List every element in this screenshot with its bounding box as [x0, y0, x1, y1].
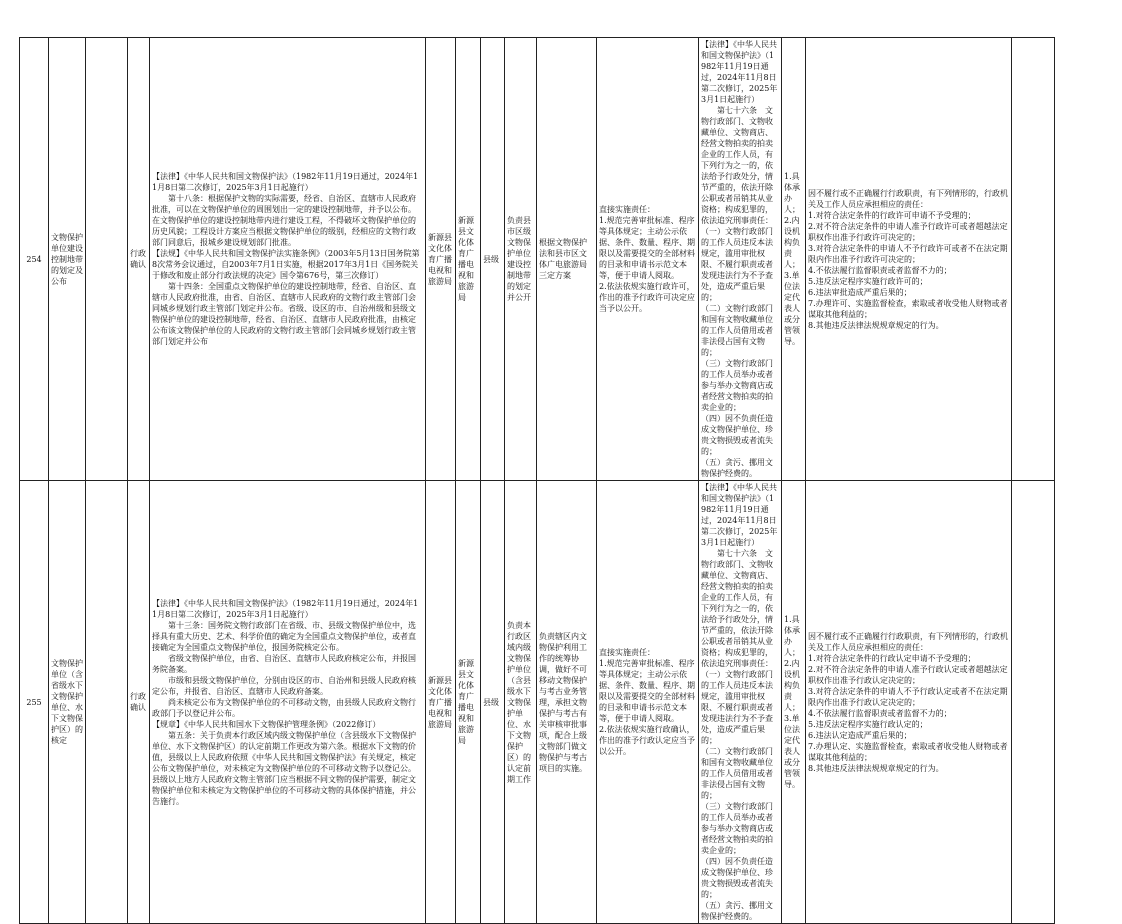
liability-line: 2.对不符合法定条件的申请人准予行政许可或者超越法定职权作出准予行政许可决定的； — [808, 221, 1008, 242]
liability-line: 因不履行或不正确履行行政职责，有下列情形的，行政机关及工作人员应承担相应的责任： — [808, 631, 1008, 652]
item-type: 行政确认 — [128, 481, 150, 924]
responsibility-line: 直接实施责任： — [599, 205, 655, 214]
exercise-level: 县级 — [481, 481, 505, 924]
liability-line: 5.违反法定程序实施行政认定的； — [808, 719, 928, 729]
legal-line: （三）文物行政部门的工作人员举办或者参与举办文物商店或者经营文物拍卖的拍卖企业的； — [701, 359, 773, 412]
row-number: 254 — [20, 38, 49, 481]
legal-line: 【法律】《中华人民共和国文物保护法》（1982年11月19日通过，2024年11月8日第二次修订，2025年3月1日起施行） — [701, 40, 778, 104]
responsible-office: 新源县文化体育广播电视和旅游局 — [456, 481, 481, 924]
liability-line: 1.对符合法定条件的行政认定申请不予受理的； — [808, 653, 976, 663]
item-name: 文物保护单位建设控制地带的划定及公布 — [49, 38, 86, 481]
accountability-basis — [699, 481, 782, 924]
basis-paragraph: 【法律】《中华人民共和国文物保护法》（1982年11月19日通过，2024年11月8日第二次修订，2025年3月1日起施行） — [152, 172, 419, 192]
legal-line: 第七十六条 文物行政部门、文物收藏单位、文物商店、经营文物拍卖的拍卖企业的工作人员，有下列行为之一的，依法给予行政处分，情节严重的，依法开除公职或者吊销其从业资格；构成犯罪的，依法追究刑事责任： — [701, 106, 773, 225]
legal-line: （四）因不负责任造成文物保护单位、珍贵文物损毁或者流失的； — [701, 414, 773, 456]
responsibility-items — [597, 481, 699, 924]
liability-line: 4.不依法履行监督职责或者监督不力的； — [808, 265, 952, 275]
liability-list — [806, 481, 1012, 924]
liability-line: 5.违反法定程序实施行政许可的； — [808, 276, 928, 286]
item-code — [86, 481, 128, 924]
implementing-department: 新源县文化体育广播电视和旅游局 — [426, 481, 456, 924]
liability-line: 3.对符合法定条件的申请人不予行政许可或者不在法定期限内作出准予行政许可决定的； — [808, 243, 1008, 264]
responsibility-subject: 负责本行政区域内级文物保护单位（含县级水下文物保护单位、水下文物保护区）的认定前期工作 — [505, 481, 537, 924]
liability-line: 6.违法认定造成严重后果的； — [808, 730, 912, 740]
basis-paragraph: 【法律】《中华人民共和国文物保护法》（1982年11月19日通过，2024年11月8日第二次修订，2025年3月1日起施行） — [152, 598, 419, 619]
basis-paragraph: 【法规】《中华人民共和国文物保护法实施条例》（2003年5月13日国务院第8次常务会议通过，自2003年7月1日实施，根据2017年3月1日《国务院关于修改和废止部分行政法规的决定》国令第676号，第三次修订） — [152, 249, 420, 280]
responsible-office: 新源县文化体育广播电视和旅游局 — [456, 38, 481, 481]
basis-paragraph: 第十八条：根据保护文物的实际需要，经省、自治区、直辖市人民政府批准，可以在文物保护单位的周围划出一定的建设控制地带，并予以公布。 — [152, 194, 416, 214]
legal-line: （二）文物行政部门和国有文物收藏单位的工作人员借用或者非法侵占国有文物的； — [701, 304, 773, 357]
table-row — [20, 38, 1055, 481]
legal-line: （一）文物行政部门的工作人员违反本法规定，滥用审批权限、不履行职责或者发现违法行为不予查处，造成严重后果的； — [701, 670, 773, 745]
responsibility-line: 2.依法依规实施行政确认，作出的准予行政认定应当予以公开。 — [599, 725, 695, 756]
liability-line: 1.对符合法定条件的行政许可申请不予受理的； — [808, 210, 976, 220]
liability-line: 2.对不符合法定条件的申请人准予行政认定或者超越法定职权作出准予行政认定决定的； — [808, 664, 1008, 685]
basis-paragraph: 尚未核定公布为文物保护单位的不可移动文物，由县级人民政府文物行政部门予以登记并公布。 — [152, 697, 416, 718]
row-number: 255 — [20, 481, 49, 924]
basis-paragraph: 第五条：关于负责本行政区域内级文物保护单位（含县级水下文物保护单位、水下文物保护区）的认定前期工作更改为第六条。根据水下文物的价值，县级以上人民政府依照《中华人民共和国文物保护法》有关规定，核定公布文物保护单位，对未核定为文物保护单位的不可移动文物予以登记公。县级以上地方人民政府文物主管部门应当根据不同文物的保护需要，制定文物保护单位和未核定为文物保护单位的不可移动文物的具体保护措施，并公告施行。 — [152, 730, 416, 806]
basis-paragraph: 市级和县级文物保护单位，分别由设区的市、自治州和县级人民政府核定公布，并报省、自治区、直辖市人民政府备案。 — [152, 675, 416, 696]
liability-line: 4.不依法履行监督职责或者监督不力的； — [808, 708, 952, 718]
responsibility-line: 直接实施责任： — [599, 648, 655, 657]
responsibility-line: 2.依法依规实施行政许可，作出的准予行政许可决定应当予以公开。 — [599, 282, 695, 313]
exercise-level: 县级 — [481, 38, 505, 481]
catalog-table — [19, 37, 1055, 924]
responsibility-subject: 负责县市区级文物保护单位建设控制地带的划定并公开 — [505, 38, 537, 481]
remark-cell — [1012, 38, 1055, 481]
accountability-basis — [699, 38, 782, 481]
legal-line: 【法律】《中华人民共和国文物保护法》（1982年11月19日通过，2024年11月8日第二次修订，2025年3月1日起施行） — [701, 483, 778, 547]
basis-paragraph: 第十三条：国务院文物行政部门在省级、市、县级文物保护单位中，选择具有重大历史、艺术、科学价值的确定为全国重点文物保护单位，或者直接确定为全国重点文物保护单位，报国务院核定公布。 — [152, 620, 416, 652]
liability-line: 3.对符合法定条件的申请人不予行政认定或者不在法定期限内作出准予行政认定决定的； — [808, 686, 1008, 707]
legal-basis — [150, 481, 426, 924]
legal-line: （四）因不负责任造成文物保护单位、珍贵文物损毁或者流失的； — [701, 857, 773, 899]
legal-line: （一）文物行政部门的工作人员违反本法规定，滥用审批权限、不履行职责或者发现违法行为不予查处，造成严重后果的； — [701, 227, 773, 302]
remark-cell — [1012, 481, 1055, 924]
legal-line: 第七十六条 文物行政部门、文物收藏单位、文物商店、经营文物拍卖的拍卖企业的工作人员，有下列行为之一的，依法给予行政处分，情节严重的，依法开除公职或者吊销其从业资格；构成犯罪的，依法追究刑事责任： — [701, 549, 773, 668]
duty-holders: 1.具体承办人；2.内设机构负责人；3.单位法定代表人或分管领导。 — [782, 38, 806, 481]
basis-note: 根据文物保护法和县市区文体广电旅游局三定方案 — [537, 38, 597, 481]
duty-holders: 1.具体承办人；2.内设机构负责人；3.单位法定代表人或分管领导。 — [782, 481, 806, 924]
liability-line: 8.其他违反法律法规规章规定的行为。 — [808, 763, 944, 773]
basis-note: 负责辖区内文物保护利用工作的统筹协调，做好不可移动文物保护与考古业务管理，承担文物保护与考古有关审核审批事项，配合上级文物部门做文物保护与考古项目的实施。 — [537, 481, 597, 924]
responsibility-items — [597, 38, 699, 481]
legal-line: （二）文物行政部门和国有文物收藏单位的工作人员借用或者非法侵占国有文物的； — [701, 747, 773, 800]
legal-line: （五）贪污、挪用文物保护经费的。 — [701, 901, 773, 921]
basis-paragraph: 【规章】《中华人民共和国水下文物保护管理条例》（2022修订） — [152, 719, 381, 729]
liability-line: 8.其他违反法律法规规章规定的行为。 — [808, 320, 944, 330]
responsibility-line: 1.规范完善审批标准、程序等具体规定；主动公示依据、条件、数量、程序、期限以及需要提交的全部材料的目录和申请书示范文本等，便于申请人阅取。 — [599, 216, 695, 280]
implementing-department: 新源县文化体育广播电视和旅游局 — [426, 38, 456, 481]
basis-paragraph: 省级文物保护单位，由省、自治区、直辖市人民政府核定公布，并报国务院备案。 — [152, 653, 416, 674]
liability-list — [806, 38, 1012, 481]
liability-line: 因不履行或不正确履行行政职责，有下列情形的，行政机关及工作人员应承担相应的责任： — [808, 188, 1008, 209]
liability-line: 7.办理认定、实施监督检查，索取或者收受他人财物或者谋取其他利益的； — [808, 741, 1008, 762]
legal-basis — [150, 38, 426, 481]
liability-line: 7.办理许可、实施监督检查，索取或者收受他人财物或者谋取其他利益的； — [808, 298, 1008, 319]
basis-paragraph: 在文物保护单位的建设控制地带内进行建设工程，不得破坏文物保护单位的历史风貌；工程设计方案应当根据文物保护单位的级别，经相应的文物行政部门同意后，报城乡建设规划部门批准。 — [152, 216, 416, 247]
item-code — [86, 38, 128, 481]
responsibility-line: 1.规范完善审批标准、程序等具体规定；主动公示依据、条件、数量、程序、期限以及需要提交的全部材料的目录和申请书示范文本等，便于申请人阅取。 — [599, 659, 695, 723]
table-row — [20, 481, 1055, 924]
legal-line: （五）贪污、挪用文物保护经费的。 — [701, 458, 773, 478]
basis-paragraph: 第十四条：全国重点文物保护单位的建设控制地带，经省、自治区、直辖市人民政府批准，由省、自治区、直辖市人民政府的文物行政主管部门会同城乡规划行政主管部门划定并公布。省级、设区的市、自治州级和县级文物保护单位的建设控制地带，经省、自治区、直辖市人民政府批准，由核定公布该文物保护单位的人民政府的文物行政主管部门会同城乡规划行政主管部门划定并公布 — [152, 282, 416, 346]
legal-line: （三）文物行政部门的工作人员举办或者参与举办文物商店或者经营文物拍卖的拍卖企业的； — [701, 802, 773, 855]
item-type: 行政确认 — [128, 38, 150, 481]
liability-line: 6.违法审批造成严重后果的； — [808, 287, 912, 297]
item-name: 文物保护单位（含省级水下文物保护单位、水下文物保护区）的核定 — [49, 481, 86, 924]
